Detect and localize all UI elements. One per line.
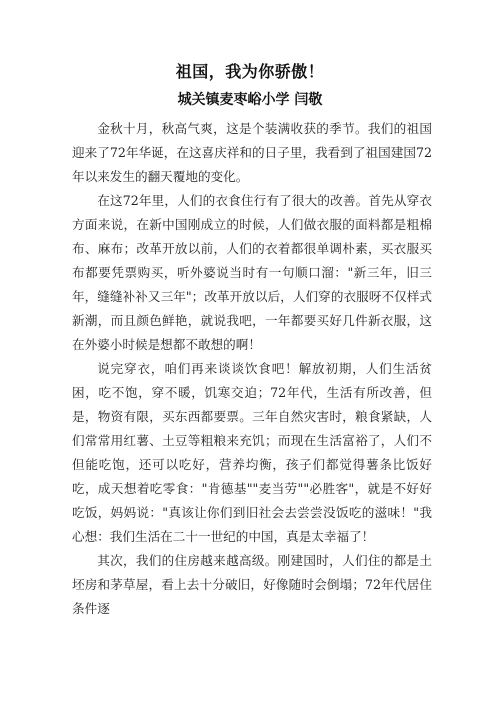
author-line: 城关镇麦枣峪小学 闫敬 [177,92,323,108]
document-body [72,117,432,621]
paragraph: 其次，我们的住房越来越高级。刚建国时，人们住的都是土坯房和茅草屋，看上去十分破旧，好像随时会倒塌；72年代居住条件逐 [72,553,432,616]
document-title: 祖国，我为你骄傲！ [175,62,325,81]
paragraph: 在这72年里，人们的衣食住行有了很大的改善。首先从穿衣方面来说，在新中国刚成立的时候，人们做衣服的面料都是粗棉布、麻布；改革开放以前，人们的衣着都很单调朴素，买衣服买布都要凭票购买，听外婆说当时有一句顺口溜："新三年，旧三年，缝缝补补又三年"；改革开放以后，人们穿的衣服呀不仅样式新潮，而且颜色鲜艳，就说我吧，一年都要买好几件新衣服，这在外婆小时候是想都不敢想的啊！ [72,193,432,352]
paragraph: 说完穿衣，咱们再来谈谈饮食吧！解放初期，人们生活贫困，吃不饱，穿不暖，饥寒交迫；72年代，生活有所改善，但是，物资有限，买东西都要票。三年自然灾害时，粮食紧缺，人们常常用红薯、土豆等粗粮来充饥；而现在生活富裕了，人们不但能吃饱，还可以吃好，营养均衡，孩子们都觉得薯条比饭好吃，成天想着吃零食："肯德基""麦当劳""必胜客"，就是不好好吃饭，妈妈说："真该让你们到旧社会去尝尝没饭吃的滋味！"我心想：我们生活在二十一世纪的中国，真是太幸福了！ [72,361,432,544]
paragraph: 金秋十月，秋高气爽，这是个装满收获的季节。我们的祖国迎来了72年华诞，在这喜庆祥和的日子里，我看到了祖国建国72年以来发生的翻天覆地的变化。 [72,121,432,184]
